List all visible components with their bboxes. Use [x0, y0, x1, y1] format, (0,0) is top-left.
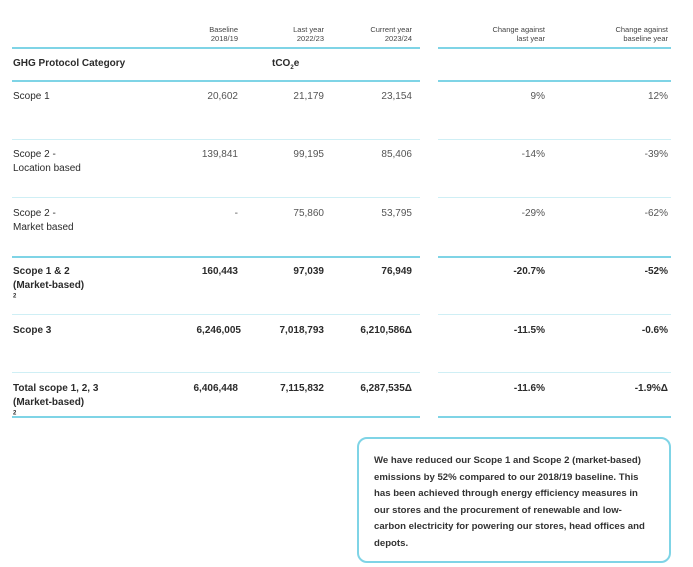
row-scope-1-change-baseline: 12% — [647, 91, 668, 102]
row-scope-3-change-last: -11.5% — [513, 325, 545, 336]
row-label-scope-1-2: Scope 1 & 2 (Market-based) $^2$ — [13, 266, 85, 300]
row-scope-2-market-baseline: - — [234, 208, 238, 219]
row-scope-2-location-change-baseline: -39% — [644, 149, 668, 160]
header-last-year: Last year 2022/23 — [293, 25, 324, 43]
row-scope-2-location-change-last: -14% — [521, 149, 545, 160]
category-rule-right — [438, 80, 671, 82]
row-label-scope-2-market: Scope 2 - Market based — [13, 208, 74, 233]
row-scope-2-market-change-baseline: -62% — [644, 208, 668, 219]
row-label-scope-1: Scope 1 — [13, 91, 50, 102]
row-divider — [12, 197, 420, 198]
row-scope-3-change-baseline: -0.6% — [641, 325, 668, 336]
bottom-rule-right — [438, 416, 671, 418]
row-divider — [438, 372, 671, 373]
row-label-scope-3: Scope 3 — [13, 325, 52, 336]
callout-box — [357, 437, 671, 563]
row-scope-2-market-last: 75,860 — [293, 208, 324, 219]
row-divider — [438, 197, 671, 198]
unit-label: tCO$_2$e — [272, 58, 300, 71]
row-divider — [438, 314, 671, 315]
row-total-change-baseline: -1.9%Δ — [634, 383, 668, 394]
row-label-total: Total scope 1, 2, 3 (Market-based) $^2$ — [13, 383, 99, 417]
row-total-change-last: -11.6% — [513, 383, 545, 394]
row-scope-3-baseline: 6,246,005 — [196, 325, 241, 336]
header-rule-right — [438, 47, 671, 49]
category-header: GHG Protocol Category — [13, 58, 126, 69]
header-rule-left — [12, 47, 420, 49]
row-scope-3-current: 6,210,586Δ — [360, 325, 412, 336]
header-change-baseline: Change against baseline year — [615, 25, 668, 43]
row-scope-1-2-baseline: 160,443 — [201, 266, 238, 277]
row-scope-1-baseline: 20,602 — [207, 91, 238, 102]
row-divider — [12, 372, 420, 373]
header-change-last-year: Change against last year — [492, 25, 545, 43]
row-scope-1-2-change-baseline: -52% — [644, 266, 668, 277]
row-scope-2-market-change-last: -29% — [521, 208, 545, 219]
row-label-scope-2-location: Scope 2 - Location based — [13, 149, 81, 174]
row-scope-1-2-last: 97,039 — [293, 266, 324, 277]
bottom-rule-left — [12, 416, 420, 418]
row-scope-2-location-last: 99,195 — [293, 149, 324, 160]
category-rule-left — [12, 80, 420, 82]
row-total-baseline: 6,406,448 — [193, 383, 238, 394]
row-scope-1-current: 23,154 — [381, 91, 412, 102]
row-scope-2-location-current: 85,406 — [381, 149, 412, 160]
row-divider — [438, 139, 671, 140]
row-scope-1-2-current: 76,949 — [381, 266, 412, 277]
row-scope-1-2-change-last: -20.7% — [513, 266, 545, 277]
header-current-year: Current year 2023/24 — [370, 25, 412, 43]
row-total-last: 7,115,832 — [280, 383, 324, 394]
row-scope-1-change-last: 9% — [530, 91, 545, 102]
callout-text: We have reduced our Scope 1 and Scope 2 (market-based) emissions by 52% compared to our 2018/19 baseline. This has been achieved through energy efficiency measures in our stores and the procurement of renewable and low-carbon electricity for powering our stores, head offices and depots. — [374, 455, 645, 549]
row-divider — [12, 314, 420, 315]
row-scope-2-location-baseline: 139,841 — [201, 149, 238, 160]
subtotal-rule-right — [438, 256, 671, 258]
row-total-current: 6,287,535Δ — [360, 383, 412, 394]
row-divider — [12, 139, 420, 140]
subtotal-rule-left — [12, 256, 420, 258]
row-scope-1-last: 21,179 — [293, 91, 324, 102]
header-baseline: Baseline 2018/19 — [209, 25, 238, 43]
row-scope-3-last: 7,018,793 — [279, 325, 324, 336]
row-scope-2-market-current: 53,795 — [381, 208, 412, 219]
